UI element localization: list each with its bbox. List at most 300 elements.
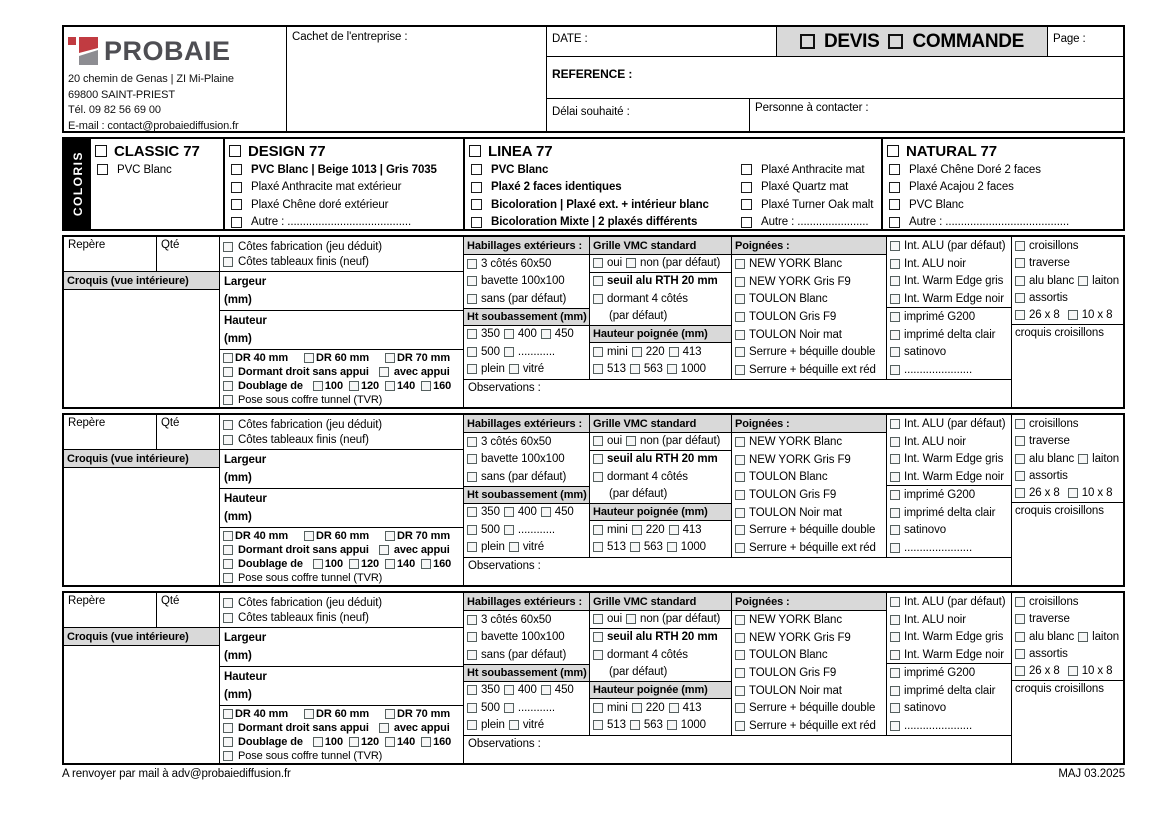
checkbox-option[interactable] — [887, 290, 1011, 308]
checkbox[interactable] — [890, 454, 900, 464]
checkbox[interactable] — [889, 182, 900, 193]
checkbox[interactable] — [223, 367, 233, 377]
checkbox[interactable] — [632, 347, 642, 357]
checkbox[interactable] — [349, 737, 359, 747]
checkbox[interactable] — [735, 472, 745, 482]
checkbox-option[interactable] — [464, 273, 589, 291]
checkbox-option[interactable] — [464, 646, 589, 664]
checkbox[interactable] — [504, 329, 514, 339]
checkbox[interactable] — [890, 525, 900, 535]
checkbox-option[interactable] — [732, 717, 886, 735]
qte-cell[interactable] — [157, 237, 219, 271]
checkbox[interactable] — [735, 633, 745, 643]
checkbox[interactable] — [223, 751, 233, 761]
checkbox[interactable] — [313, 737, 323, 747]
checkbox-option[interactable] — [732, 255, 886, 273]
checkbox[interactable] — [504, 685, 514, 695]
checkbox[interactable] — [1015, 293, 1025, 303]
checkbox[interactable] — [467, 507, 477, 517]
checkbox[interactable] — [1015, 649, 1025, 659]
checkbox[interactable] — [541, 329, 551, 339]
checkbox[interactable] — [890, 703, 900, 713]
checkbox[interactable] — [1078, 276, 1088, 286]
checkbox[interactable] — [1015, 614, 1025, 624]
coloris-option[interactable] — [469, 214, 739, 232]
design77-checkbox[interactable] — [229, 145, 241, 157]
checkbox-option[interactable] — [223, 558, 303, 570]
checkbox[interactable] — [735, 615, 745, 625]
checkbox-option[interactable] — [385, 736, 415, 748]
checkbox[interactable] — [890, 668, 900, 678]
observations-cell[interactable] — [464, 557, 1011, 585]
checkbox[interactable] — [467, 685, 477, 695]
checkbox[interactable] — [741, 164, 752, 175]
checkbox-option[interactable] — [887, 255, 1011, 273]
checkbox-option[interactable] — [590, 290, 731, 308]
checkbox[interactable] — [735, 721, 745, 731]
checkbox[interactable] — [1015, 488, 1025, 498]
checkbox[interactable] — [504, 703, 514, 713]
checkbox[interactable] — [471, 164, 482, 175]
hauteur-cell[interactable] — [220, 489, 463, 528]
checkbox-option[interactable] — [379, 544, 450, 556]
checkbox-option[interactable] — [732, 468, 886, 486]
checkbox-option[interactable] — [464, 451, 589, 469]
checkbox-option[interactable] — [223, 366, 369, 378]
checkbox-option[interactable] — [887, 486, 1011, 504]
checkbox-option[interactable] — [223, 239, 460, 255]
checkbox-option[interactable] — [223, 544, 369, 556]
coloris-option[interactable] — [739, 179, 877, 197]
checkbox-option[interactable] — [223, 417, 460, 433]
checkbox[interactable] — [467, 632, 477, 642]
repere-cell[interactable] — [64, 593, 157, 627]
checkbox[interactable] — [593, 525, 603, 535]
checkbox[interactable] — [593, 650, 603, 660]
observations-cell[interactable] — [464, 735, 1011, 763]
cachet-entreprise-cell[interactable] — [287, 27, 547, 131]
checkbox-option[interactable] — [732, 504, 886, 522]
repere-cell[interactable] — [64, 415, 157, 449]
qte-cell[interactable] — [157, 593, 219, 627]
checkbox[interactable] — [1068, 488, 1078, 498]
croquis-drawing-area[interactable] — [64, 646, 219, 763]
checkbox[interactable] — [735, 508, 745, 518]
checkbox[interactable] — [223, 257, 233, 267]
checkbox-option[interactable] — [304, 530, 369, 542]
checkbox[interactable] — [630, 542, 640, 552]
checkbox[interactable] — [1015, 597, 1025, 607]
checkbox-option[interactable] — [223, 393, 460, 407]
checkbox[interactable] — [379, 545, 389, 555]
checkbox-option[interactable] — [349, 558, 379, 570]
checkbox[interactable] — [741, 182, 752, 193]
checkbox[interactable] — [304, 709, 314, 719]
checkbox-option[interactable] — [223, 530, 288, 542]
checkbox-option[interactable] — [887, 682, 1011, 700]
coloris-option[interactable] — [887, 196, 1119, 214]
coloris-option[interactable] — [887, 179, 1119, 197]
checkbox-option[interactable] — [304, 708, 369, 720]
commande-checkbox[interactable] — [888, 34, 903, 49]
checkbox-option[interactable] — [732, 290, 886, 308]
checkbox[interactable] — [541, 685, 551, 695]
checkbox-option[interactable] — [887, 326, 1011, 344]
checkbox-option[interactable] — [223, 722, 369, 734]
checkbox-option[interactable] — [887, 468, 1011, 486]
checkbox[interactable] — [593, 454, 603, 464]
checkbox[interactable] — [467, 650, 477, 660]
checkbox-option[interactable] — [421, 558, 451, 570]
page-field[interactable] — [1048, 27, 1123, 56]
coloris-option[interactable] — [887, 214, 1119, 232]
personne-field[interactable] — [750, 99, 1123, 131]
checkbox[interactable] — [593, 294, 603, 304]
checkbox-option[interactable] — [1012, 611, 1123, 629]
checkbox[interactable] — [1078, 632, 1088, 642]
checkbox-option[interactable] — [887, 539, 1011, 557]
checkbox[interactable] — [890, 615, 900, 625]
checkbox[interactable] — [467, 703, 477, 713]
coloris-option[interactable] — [739, 161, 877, 179]
date-field[interactable] — [547, 27, 777, 56]
coloris-option[interactable] — [469, 196, 739, 214]
checkbox[interactable] — [593, 258, 603, 268]
checkbox[interactable] — [626, 258, 636, 268]
checkbox[interactable] — [231, 199, 242, 210]
checkbox-option[interactable] — [223, 571, 460, 585]
checkbox[interactable] — [593, 542, 603, 552]
design77-option[interactable] — [229, 141, 459, 161]
checkbox[interactable] — [735, 543, 745, 553]
checkbox[interactable] — [593, 632, 603, 642]
checkbox[interactable] — [223, 381, 233, 391]
checkbox[interactable] — [593, 436, 603, 446]
checkbox-option[interactable] — [223, 433, 460, 449]
croquis-croisillons-area[interactable] — [1012, 519, 1123, 586]
coloris-option[interactable] — [95, 161, 219, 179]
checkbox-option[interactable] — [732, 682, 886, 700]
checkbox[interactable] — [890, 597, 900, 607]
checkbox[interactable] — [385, 353, 395, 363]
linea77-option[interactable] — [469, 141, 877, 161]
checkbox[interactable] — [379, 367, 389, 377]
checkbox[interactable] — [1015, 436, 1025, 446]
devis-checkbox[interactable] — [800, 34, 815, 49]
checkbox[interactable] — [669, 703, 679, 713]
checkbox[interactable] — [889, 164, 900, 175]
checkbox[interactable] — [467, 347, 477, 357]
checkbox-option[interactable] — [379, 722, 450, 734]
checkbox[interactable] — [223, 395, 233, 405]
checkbox[interactable] — [890, 312, 900, 322]
largeur-cell[interactable] — [220, 628, 463, 667]
coloris-option[interactable] — [229, 161, 459, 179]
checkbox[interactable] — [1015, 241, 1025, 251]
qte-cell[interactable] — [157, 415, 219, 449]
checkbox-option[interactable] — [385, 530, 450, 542]
largeur-cell[interactable] — [220, 450, 463, 489]
checkbox-option[interactable] — [732, 273, 886, 291]
checkbox[interactable] — [889, 217, 900, 228]
checkbox-option[interactable] — [732, 699, 886, 717]
checkbox-option[interactable] — [1012, 433, 1123, 451]
checkbox[interactable] — [223, 545, 233, 555]
checkbox-option[interactable] — [887, 504, 1011, 522]
largeur-cell[interactable] — [220, 272, 463, 311]
checkbox[interactable] — [735, 668, 745, 678]
checkbox-option[interactable] — [223, 380, 303, 392]
checkbox[interactable] — [349, 381, 359, 391]
checkbox[interactable] — [735, 686, 745, 696]
checkbox[interactable] — [1068, 310, 1078, 320]
checkbox-option[interactable] — [887, 700, 1011, 718]
checkbox[interactable] — [509, 542, 519, 552]
observations-cell[interactable] — [464, 379, 1011, 407]
checkbox[interactable] — [735, 277, 745, 287]
checkbox[interactable] — [467, 437, 477, 447]
coloris-option[interactable] — [739, 214, 877, 232]
checkbox-option[interactable] — [379, 366, 450, 378]
checkbox[interactable] — [467, 276, 477, 286]
checkbox[interactable] — [223, 531, 233, 541]
checkbox-option[interactable] — [421, 736, 451, 748]
checkbox[interactable] — [471, 199, 482, 210]
checkbox[interactable] — [223, 709, 233, 719]
checkbox-option[interactable] — [464, 629, 589, 647]
checkbox[interactable] — [1078, 454, 1088, 464]
checkbox[interactable] — [890, 508, 900, 518]
repere-cell[interactable] — [64, 237, 157, 271]
checkbox-option[interactable] — [732, 326, 886, 344]
checkbox[interactable] — [735, 455, 745, 465]
checkbox[interactable] — [471, 217, 482, 228]
checkbox[interactable] — [223, 737, 233, 747]
checkbox-option[interactable] — [223, 736, 303, 748]
checkbox[interactable] — [632, 703, 642, 713]
checkbox[interactable] — [504, 525, 514, 535]
checkbox-option[interactable] — [887, 415, 1011, 433]
checkbox-option[interactable] — [464, 255, 589, 273]
checkbox-option[interactable] — [732, 629, 886, 647]
checkbox[interactable] — [890, 294, 900, 304]
checkbox[interactable] — [735, 525, 745, 535]
coloris-option[interactable] — [887, 161, 1119, 179]
checkbox-option[interactable] — [349, 736, 379, 748]
checkbox-option[interactable] — [1012, 255, 1123, 273]
checkbox-option[interactable] — [1012, 593, 1123, 611]
checkbox-option[interactable] — [313, 736, 343, 748]
croquis-drawing-area[interactable] — [64, 290, 219, 407]
checkbox-option[interactable] — [349, 380, 379, 392]
checkbox-option[interactable] — [732, 433, 886, 451]
checkbox[interactable] — [632, 525, 642, 535]
checkbox[interactable] — [593, 720, 603, 730]
checkbox[interactable] — [735, 312, 745, 322]
checkbox[interactable] — [735, 650, 745, 660]
checkbox[interactable] — [1015, 310, 1025, 320]
checkbox[interactable] — [385, 737, 395, 747]
checkbox-option[interactable] — [887, 361, 1011, 379]
checkbox[interactable] — [667, 720, 677, 730]
checkbox[interactable] — [313, 559, 323, 569]
checkbox[interactable] — [421, 737, 431, 747]
checkbox[interactable] — [890, 721, 900, 731]
checkbox[interactable] — [890, 419, 900, 429]
natural77-checkbox[interactable] — [887, 145, 899, 157]
checkbox-option[interactable] — [421, 380, 451, 392]
checkbox[interactable] — [385, 559, 395, 569]
checkbox[interactable] — [467, 294, 477, 304]
checkbox[interactable] — [889, 199, 900, 210]
checkbox[interactable] — [223, 242, 233, 252]
checkbox-option[interactable] — [385, 352, 450, 364]
checkbox[interactable] — [890, 472, 900, 482]
checkbox-option[interactable] — [732, 451, 886, 469]
checkbox-option[interactable] — [313, 380, 343, 392]
checkbox-option[interactable] — [887, 273, 1011, 291]
checkbox[interactable] — [593, 703, 603, 713]
checkbox-option[interactable] — [732, 308, 886, 326]
checkbox[interactable] — [1015, 632, 1025, 642]
checkbox[interactable] — [667, 542, 677, 552]
checkbox-option[interactable] — [887, 522, 1011, 540]
checkbox-option[interactable] — [590, 451, 731, 469]
checkbox-option[interactable] — [732, 486, 886, 504]
checkbox-option[interactable] — [1012, 468, 1123, 486]
checkbox[interactable] — [735, 437, 745, 447]
checkbox[interactable] — [669, 347, 679, 357]
checkbox[interactable] — [509, 720, 519, 730]
checkbox[interactable] — [890, 276, 900, 286]
checkbox-option[interactable] — [887, 664, 1011, 682]
croquis-croisillons-area[interactable] — [1012, 697, 1123, 764]
checkbox-option[interactable] — [1012, 415, 1123, 433]
checkbox[interactable] — [467, 615, 477, 625]
checkbox[interactable] — [1015, 276, 1025, 286]
checkbox-option[interactable] — [1012, 290, 1123, 308]
croquis-croisillons-area[interactable] — [1012, 341, 1123, 408]
checkbox[interactable] — [1015, 471, 1025, 481]
checkbox[interactable] — [626, 614, 636, 624]
checkbox-option[interactable] — [385, 708, 450, 720]
checkbox[interactable] — [669, 525, 679, 535]
checkbox[interactable] — [890, 437, 900, 447]
checkbox[interactable] — [421, 381, 431, 391]
checkbox[interactable] — [467, 472, 477, 482]
coloris-option[interactable] — [739, 196, 877, 214]
checkbox[interactable] — [735, 347, 745, 357]
checkbox[interactable] — [467, 525, 477, 535]
natural77-option[interactable] — [887, 141, 1119, 161]
checkbox[interactable] — [97, 164, 108, 175]
checkbox[interactable] — [379, 723, 389, 733]
checkbox[interactable] — [504, 347, 514, 357]
checkbox[interactable] — [1015, 454, 1025, 464]
checkbox[interactable] — [385, 531, 395, 541]
checkbox[interactable] — [741, 217, 752, 228]
checkbox[interactable] — [231, 217, 242, 228]
checkbox[interactable] — [1068, 666, 1078, 676]
checkbox-option[interactable] — [313, 558, 343, 570]
checkbox[interactable] — [630, 720, 640, 730]
checkbox[interactable] — [467, 454, 477, 464]
checkbox-option[interactable] — [223, 352, 288, 364]
linea77-checkbox[interactable] — [469, 145, 481, 157]
checkbox[interactable] — [593, 276, 603, 286]
checkbox[interactable] — [313, 381, 323, 391]
checkbox[interactable] — [421, 559, 431, 569]
checkbox-option[interactable] — [887, 451, 1011, 469]
checkbox[interactable] — [593, 614, 603, 624]
checkbox[interactable] — [467, 329, 477, 339]
checkbox-option[interactable] — [732, 521, 886, 539]
checkbox[interactable] — [385, 709, 395, 719]
checkbox[interactable] — [735, 490, 745, 500]
checkbox[interactable] — [890, 259, 900, 269]
checkbox[interactable] — [890, 650, 900, 660]
checkbox-option[interactable] — [1012, 646, 1123, 664]
classic77-option[interactable] — [95, 141, 219, 161]
checkbox-option[interactable] — [887, 611, 1011, 629]
checkbox-option[interactable] — [732, 361, 886, 379]
checkbox-option[interactable] — [304, 352, 369, 364]
classic77-checkbox[interactable] — [95, 145, 107, 157]
checkbox[interactable] — [630, 364, 640, 374]
checkbox-option[interactable] — [732, 664, 886, 682]
checkbox-option[interactable] — [590, 273, 731, 291]
checkbox[interactable] — [735, 294, 745, 304]
checkbox-option[interactable] — [590, 646, 731, 664]
checkbox-option[interactable] — [887, 646, 1011, 664]
checkbox[interactable] — [467, 542, 477, 552]
checkbox-option[interactable] — [223, 595, 460, 611]
checkbox[interactable] — [890, 347, 900, 357]
checkbox-option[interactable] — [464, 468, 589, 486]
checkbox-option[interactable] — [223, 749, 460, 763]
checkbox[interactable] — [735, 259, 745, 269]
checkbox-option[interactable] — [732, 611, 886, 629]
checkbox-option[interactable] — [887, 433, 1011, 451]
coloris-option[interactable] — [469, 161, 739, 179]
checkbox[interactable] — [890, 686, 900, 696]
checkbox[interactable] — [509, 364, 519, 374]
checkbox-option[interactable] — [223, 708, 288, 720]
checkbox[interactable] — [890, 241, 900, 251]
checkbox[interactable] — [541, 507, 551, 517]
checkbox[interactable] — [223, 559, 233, 569]
checkbox[interactable] — [593, 472, 603, 482]
checkbox[interactable] — [223, 723, 233, 733]
checkbox-option[interactable] — [1012, 237, 1123, 255]
checkbox[interactable] — [304, 531, 314, 541]
checkbox[interactable] — [223, 420, 233, 430]
checkbox-option[interactable] — [464, 290, 589, 308]
checkbox[interactable] — [223, 598, 233, 608]
hauteur-cell[interactable] — [220, 667, 463, 706]
coloris-option[interactable] — [229, 196, 459, 214]
checkbox[interactable] — [735, 703, 745, 713]
checkbox[interactable] — [223, 613, 233, 623]
checkbox-option[interactable] — [732, 343, 886, 361]
checkbox[interactable] — [593, 347, 603, 357]
checkbox[interactable] — [467, 364, 477, 374]
checkbox[interactable] — [735, 365, 745, 375]
checkbox[interactable] — [467, 259, 477, 269]
checkbox[interactable] — [741, 199, 752, 210]
checkbox[interactable] — [890, 632, 900, 642]
checkbox[interactable] — [223, 353, 233, 363]
